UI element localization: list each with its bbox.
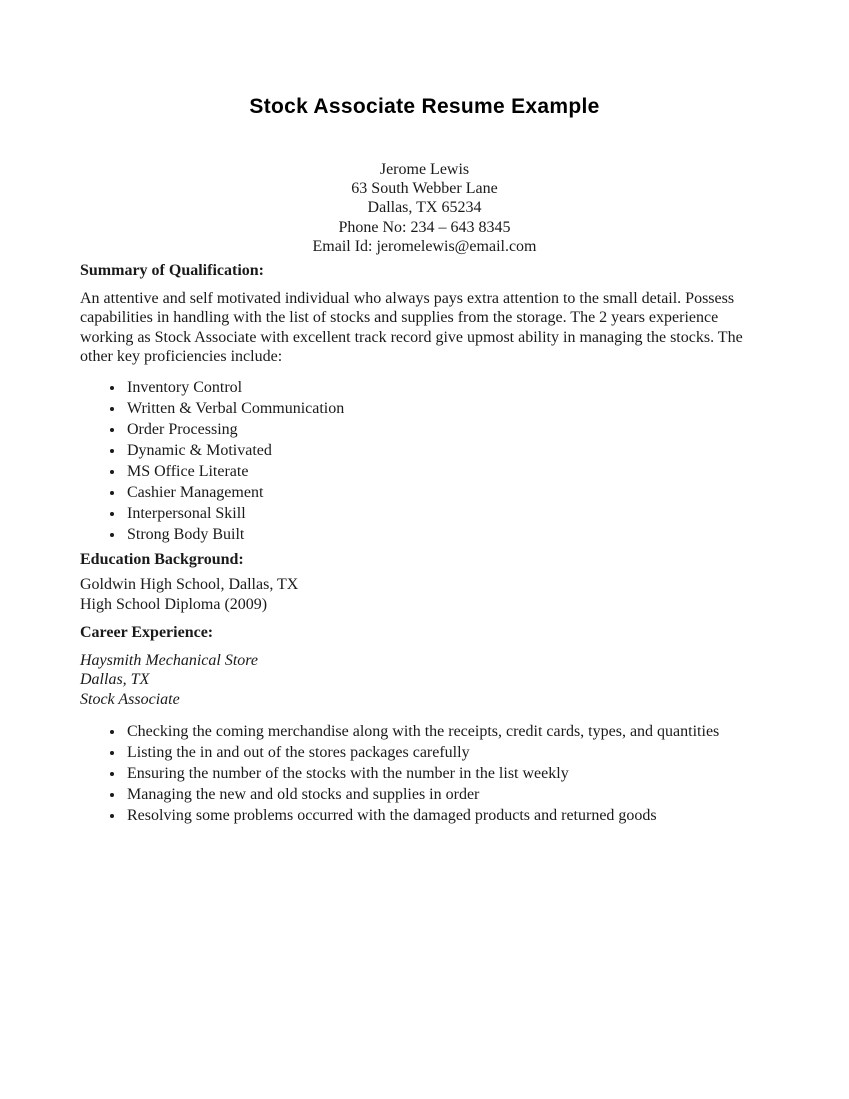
employer-location: Dallas, TX	[80, 671, 150, 689]
employer-block	[80, 651, 769, 710]
employer-company: Haysmith Mechanical Store	[80, 651, 259, 669]
education-block	[80, 575, 769, 614]
education-school: Goldwin High School, Dallas, TX	[80, 576, 299, 594]
contact-name: Jerome Lewis	[379, 161, 470, 178]
duty-item: • Resolving some problems occurred with the damaged products and returned goods	[125, 805, 769, 826]
contact-phone: Phone No: 234 – 643 8345	[338, 218, 511, 236]
section-heading-education: Education Background:	[80, 550, 244, 568]
skill-item: • MS Office Literate	[125, 461, 769, 482]
summary-paragraph: An attentive and self motivated individual who always pays extra attention to the small detail. Possess capabilities in handling with the list of stocks and supplies from the storage. The 2 years experience working as Stock Associate with excellent track record give upmost ability in managing the stocks. The other key proficiencies include:	[80, 289, 743, 366]
skill-item: • Strong Body Built	[125, 524, 769, 545]
skill-item: • Cashier Management	[125, 482, 769, 503]
education-diploma: High School Diploma (2009)	[80, 595, 268, 613]
skill-item: • Inventory Control	[125, 377, 769, 398]
duty-item: • Managing the new and old stocks and supplies in order	[125, 784, 769, 805]
contact-address-line1: 63 South Webber Lane	[351, 180, 498, 198]
section-heading-summary: Summary of Qualification:	[80, 262, 264, 280]
employer-role: Stock Associate	[80, 690, 180, 708]
section-heading-career: Career Experience:	[80, 624, 214, 642]
contact-address-line2: Dallas, TX 65234	[367, 199, 482, 217]
skill-item: • Order Processing	[125, 419, 769, 440]
skill-item: • Written & Verbal Communication	[125, 398, 769, 419]
contact-block	[80, 160, 769, 256]
duty-item: • Checking the coming merchandise along with the receipts, credit cards, types, and quantities	[125, 721, 769, 742]
duty-item: • Listing the in and out of the stores packages carefully	[125, 742, 769, 763]
skill-item: • Dynamic & Motivated	[125, 440, 769, 461]
duties-list	[80, 721, 769, 826]
duty-item: • Ensuring the number of the stocks with the number in the list weekly	[125, 763, 769, 784]
contact-email: Email Id: jeromelewis@email.com	[312, 237, 537, 255]
skills-list	[80, 377, 769, 545]
skill-item: • Interpersonal Skill	[125, 503, 769, 524]
page-title: Stock Associate Resume Example	[249, 95, 600, 118]
